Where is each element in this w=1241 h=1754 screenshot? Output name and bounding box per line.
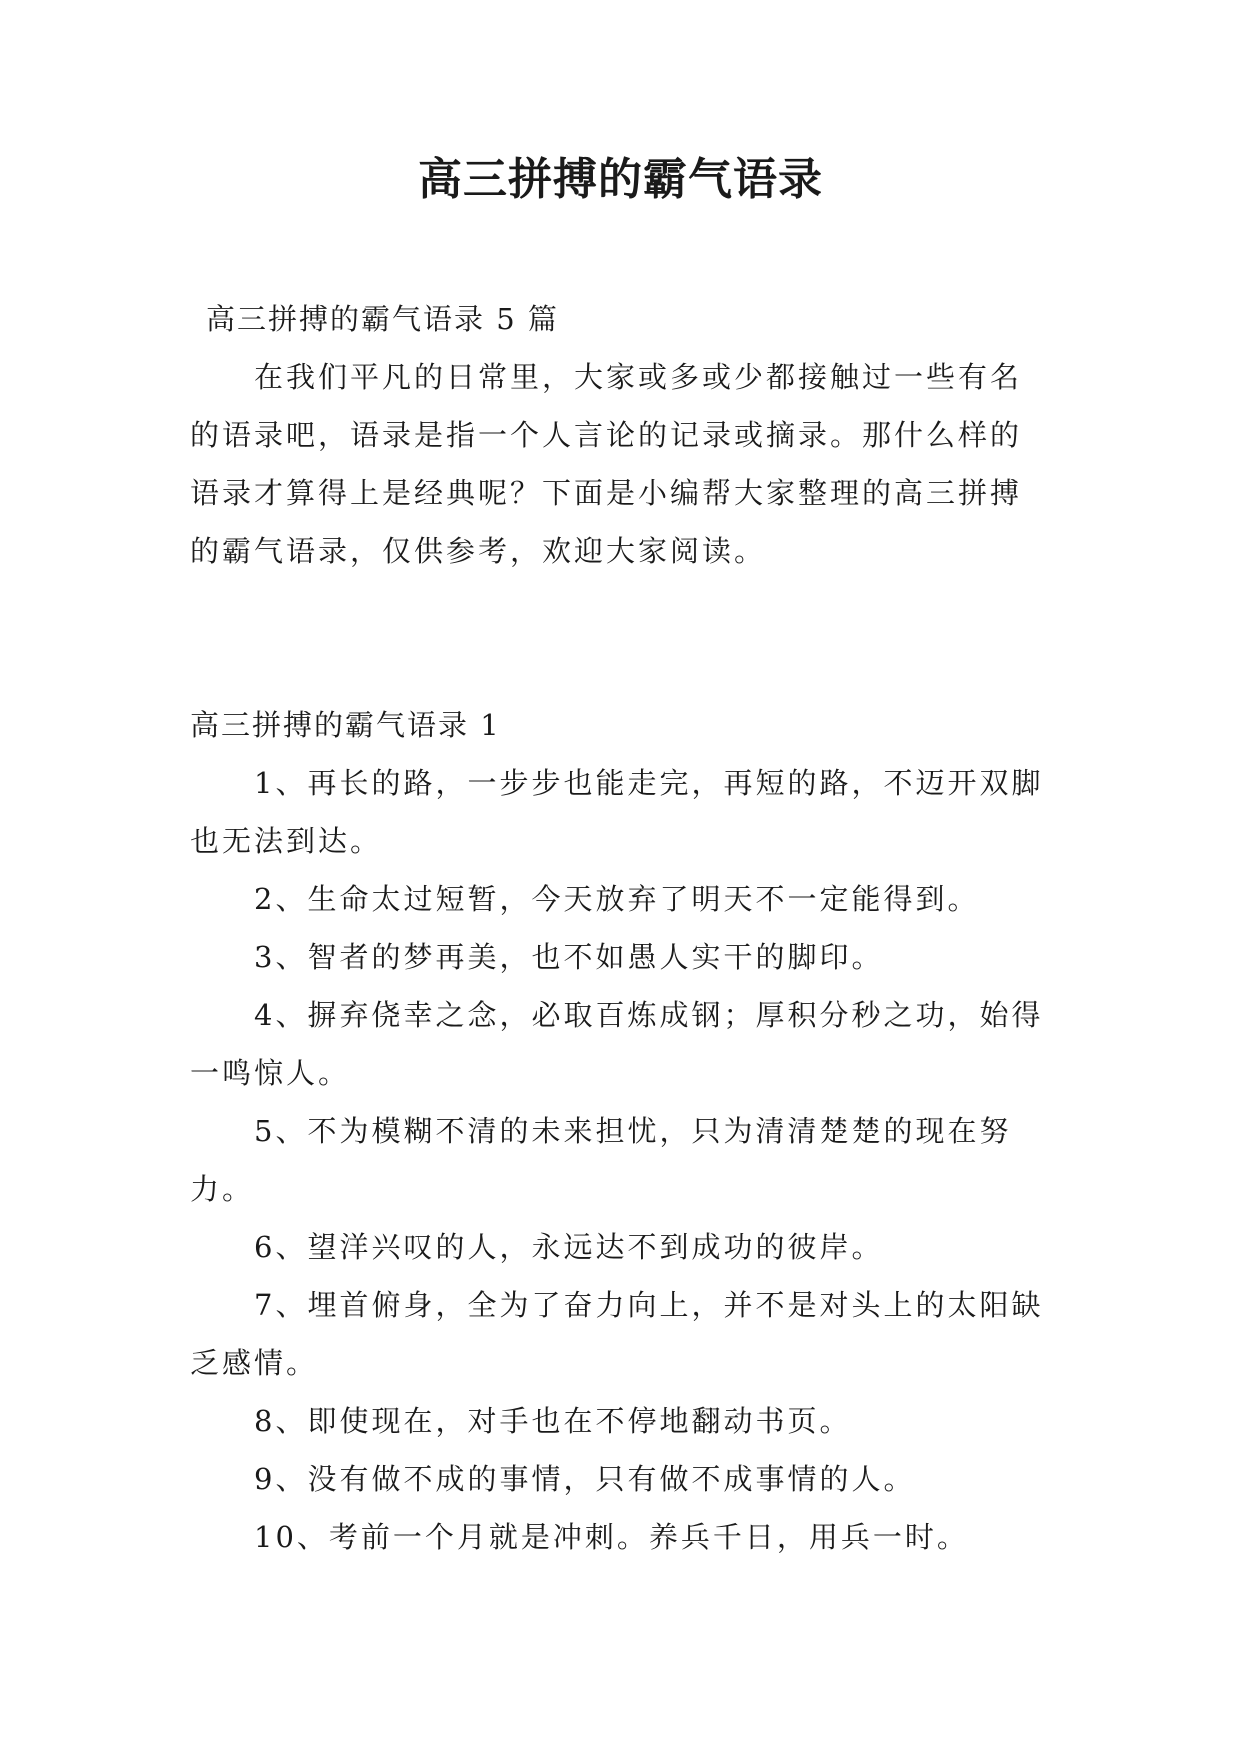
- section-spacer: [190, 580, 1050, 696]
- section-heading: 高三拼搏的霸气语录 1: [190, 708, 501, 742]
- quote-item-9: 9、没有做不成的事情，只有做不成事情的人。: [254, 1462, 916, 1496]
- quote-item-3: 3、智者的梦再美，也不如愚人实干的脚印。: [254, 940, 884, 974]
- quote-item-10: 10、考前一个月就是冲刺。养兵千日，用兵一时。: [254, 1520, 969, 1554]
- quote-item-6: 6、望洋兴叹的人，永远达不到成功的彼岸。: [254, 1230, 884, 1264]
- quote-item-2: 2、生命太过短暂，今天放弃了明天不一定能得到。: [254, 882, 980, 916]
- document-body: [190, 290, 1050, 1566]
- intro-paragraph: 在我们平凡的日常里，大家或多或少都接触过一些有名的语录吧，语录是指一个人言论的记录或摘录。那什么样的语录才算得上是经典呢？下面是小编帮大家整理的高三拼搏的霸气语录，仅供参考，欢迎大家阅读。: [190, 360, 1023, 568]
- quote-item-1: 1、再长的路，一步步也能走完，再短的路，不迈开双脚也无法到达。: [190, 766, 1044, 858]
- document-title: 高三拼搏的霸气语录: [418, 154, 823, 205]
- quote-item-5: 5、不为模糊不清的未来担忧，只为清清楚楚的现在努力。: [190, 1114, 1012, 1206]
- quote-item-8: 8、即使现在，对手也在不停地翻动书页。: [254, 1404, 852, 1438]
- quote-item-4: 4、摒弃侥幸之念，必取百炼成钢；厚积分秒之功，始得一鸣惊人。: [190, 998, 1044, 1090]
- quote-item-7: 7、埋首俯身，全为了奋力向上，并不是对头上的太阳缺乏感情。: [190, 1288, 1044, 1380]
- document-subtitle: 高三拼搏的霸气语录 5 篇: [206, 302, 559, 336]
